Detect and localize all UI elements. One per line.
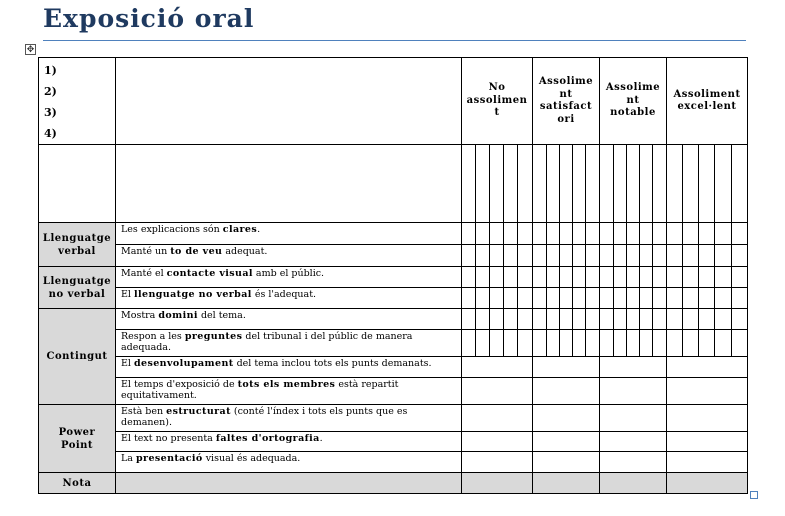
score-cell[interactable] — [627, 145, 640, 223]
score-cell[interactable] — [560, 245, 573, 267]
score-cell[interactable] — [518, 145, 533, 223]
criterion-row — [39, 288, 748, 309]
score-cell[interactable] — [732, 245, 748, 267]
score-cell[interactable] — [699, 223, 715, 245]
score-cell[interactable] — [683, 145, 699, 223]
score-cell[interactable] — [560, 145, 573, 223]
score-cell[interactable] — [699, 145, 715, 223]
score-cell[interactable] — [640, 267, 653, 288]
score-cell[interactable] — [476, 145, 490, 223]
score-cell[interactable] — [490, 288, 504, 309]
score-cell[interactable] — [504, 223, 518, 245]
score-cell[interactable] — [586, 145, 600, 223]
score-cell[interactable] — [600, 245, 614, 267]
score-cell[interactable] — [732, 288, 748, 309]
score-cell[interactable] — [490, 145, 504, 223]
score-cell[interactable] — [732, 330, 748, 357]
score-cell[interactable] — [614, 309, 627, 330]
level-cell[interactable] — [667, 378, 748, 405]
score-cell[interactable] — [732, 145, 748, 223]
criterion-text: El temps d'exposició de tots els membres està repartit equitativament. — [116, 378, 462, 405]
score-cell[interactable] — [600, 330, 614, 357]
score-cell[interactable] — [627, 267, 640, 288]
category-power-point: Power Point — [39, 405, 116, 473]
score-cell[interactable] — [614, 267, 627, 288]
category-contingut: Contingut — [39, 309, 116, 405]
score-cell[interactable] — [518, 245, 533, 267]
level-cell[interactable] — [533, 357, 600, 378]
score-cell[interactable] — [490, 223, 504, 245]
score-cell[interactable] — [518, 309, 533, 330]
table-move-handle-icon[interactable]: ✥ — [26, 45, 35, 55]
score-cell[interactable] — [683, 330, 699, 357]
level-cell[interactable] — [462, 357, 533, 378]
score-cell[interactable] — [504, 267, 518, 288]
level-cell[interactable] — [667, 357, 748, 378]
score-cell[interactable] — [586, 245, 600, 267]
score-cell[interactable] — [715, 267, 732, 288]
rubric-table — [38, 57, 748, 494]
criterion-row — [39, 452, 748, 473]
score-cell[interactable] — [547, 330, 560, 357]
score-cell[interactable] — [533, 288, 547, 309]
score-cell[interactable] — [653, 309, 667, 330]
score-cell[interactable] — [699, 330, 715, 357]
score-cell[interactable] — [627, 223, 640, 245]
score-cell[interactable] — [504, 330, 518, 357]
score-cell[interactable] — [560, 330, 573, 357]
score-cell[interactable] — [462, 267, 476, 288]
score-cell[interactable] — [462, 145, 476, 223]
score-cell[interactable] — [490, 330, 504, 357]
grade-level-cell[interactable] — [600, 473, 667, 494]
score-cell[interactable] — [640, 309, 653, 330]
score-cell[interactable] — [573, 330, 586, 357]
group-names-cell[interactable] — [116, 58, 462, 145]
score-cell[interactable] — [653, 288, 667, 309]
score-cell[interactable] — [653, 145, 667, 223]
score-cell[interactable] — [653, 330, 667, 357]
score-cell[interactable] — [573, 288, 586, 309]
score-cell[interactable] — [627, 330, 640, 357]
score-cell[interactable] — [518, 267, 533, 288]
score-cell[interactable] — [573, 145, 586, 223]
criterion-row — [39, 223, 748, 245]
score-cell[interactable] — [627, 288, 640, 309]
score-cell[interactable] — [490, 245, 504, 267]
criterion-text: Manté el contacte visual amb el públic. — [116, 267, 462, 288]
grade-level-cell[interactable] — [667, 473, 748, 494]
grade-level-cell[interactable] — [533, 473, 600, 494]
score-cell[interactable] — [586, 267, 600, 288]
criterion-text: El desenvolupament del tema inclou tots els punts demanats. — [116, 357, 462, 378]
score-cell[interactable] — [667, 145, 683, 223]
score-cell[interactable] — [533, 267, 547, 288]
score-cell[interactable] — [614, 245, 627, 267]
score-cell[interactable] — [533, 245, 547, 267]
score-cell[interactable] — [518, 330, 533, 357]
score-cell[interactable] — [640, 245, 653, 267]
criterion-text: Respon a les preguntes del tribunal i del públic de manera adequada. — [116, 330, 462, 357]
score-cell[interactable] — [547, 223, 560, 245]
score-cell[interactable] — [667, 309, 683, 330]
score-cell[interactable] — [715, 309, 732, 330]
score-cell[interactable] — [683, 288, 699, 309]
score-cell[interactable] — [476, 330, 490, 357]
criterion-row — [39, 309, 748, 330]
score-cell[interactable] — [560, 223, 573, 245]
score-cell[interactable] — [476, 223, 490, 245]
criterion-text: El text no presenta faltes d'ortografia. — [116, 432, 462, 452]
score-cell[interactable] — [683, 309, 699, 330]
score-cell[interactable] — [715, 288, 732, 309]
score-cell[interactable] — [504, 245, 518, 267]
level-cell[interactable] — [600, 405, 667, 432]
level-header-notable: Assolime nt notable — [600, 58, 667, 145]
level-cell[interactable] — [667, 432, 748, 452]
group-number: 3) — [44, 106, 57, 119]
score-cell[interactable] — [586, 288, 600, 309]
criterion-row — [39, 267, 748, 288]
group-numbers-cell — [39, 58, 116, 145]
score-cell[interactable] — [732, 223, 748, 245]
level-cell[interactable] — [600, 432, 667, 452]
score-cell[interactable] — [614, 223, 627, 245]
group-number: 1) — [44, 64, 57, 77]
score-cell[interactable] — [732, 309, 748, 330]
criterion-row — [39, 245, 748, 267]
score-cell[interactable] — [462, 309, 476, 330]
level-cell[interactable] — [600, 357, 667, 378]
score-cell[interactable] — [533, 145, 547, 223]
grade-level-cell[interactable] — [462, 473, 533, 494]
score-cell[interactable] — [640, 288, 653, 309]
level-cell[interactable] — [533, 405, 600, 432]
criterion-text: El llenguatge no verbal és l'adequat. — [116, 288, 462, 309]
score-cell[interactable] — [518, 288, 533, 309]
page-title: Exposició oral — [43, 4, 255, 33]
score-cell[interactable] — [667, 223, 683, 245]
grade-label: Nota — [39, 473, 116, 494]
level-cell[interactable] — [533, 452, 600, 473]
group-number: 4) — [44, 127, 57, 140]
score-cell[interactable] — [667, 245, 683, 267]
score-cell[interactable] — [699, 309, 715, 330]
criterion-text: Les explicacions són clares. — [116, 223, 462, 245]
score-cell[interactable] — [462, 288, 476, 309]
score-cell[interactable] — [547, 288, 560, 309]
level-header-satisfactori: Assolime nt satisfact ori — [533, 58, 600, 145]
score-cell[interactable] — [699, 288, 715, 309]
score-cell[interactable] — [504, 145, 518, 223]
score-cell[interactable] — [667, 267, 683, 288]
grade-row — [39, 473, 748, 494]
score-cell[interactable] — [547, 145, 560, 223]
level-cell[interactable] — [533, 378, 600, 405]
score-cell[interactable] — [533, 223, 547, 245]
score-cell[interactable] — [640, 145, 653, 223]
score-cell[interactable] — [653, 245, 667, 267]
score-cell[interactable] — [560, 288, 573, 309]
score-cell[interactable] — [462, 223, 476, 245]
level-cell[interactable] — [462, 378, 533, 405]
table-resize-handle[interactable] — [750, 491, 758, 499]
score-cell[interactable] — [573, 245, 586, 267]
score-cell[interactable] — [715, 223, 732, 245]
level-cell[interactable] — [667, 452, 748, 473]
grade-value-cell[interactable] — [116, 473, 462, 494]
criterion-text: Està ben estructurat (conté l'índex i tots els punts que es demanen). — [116, 405, 462, 432]
score-cell[interactable] — [600, 288, 614, 309]
score-cell[interactable] — [667, 288, 683, 309]
score-cell[interactable] — [504, 288, 518, 309]
score-cell[interactable] — [653, 223, 667, 245]
score-cell[interactable] — [573, 223, 586, 245]
score-cell[interactable] — [667, 330, 683, 357]
score-cell[interactable] — [504, 309, 518, 330]
score-cell[interactable] — [683, 267, 699, 288]
criterion-row — [39, 432, 748, 452]
score-cell[interactable] — [600, 267, 614, 288]
score-cell[interactable] — [547, 309, 560, 330]
score-cell[interactable] — [573, 267, 586, 288]
criterion-row — [39, 357, 748, 378]
score-cell[interactable] — [732, 267, 748, 288]
score-cell[interactable] — [715, 145, 732, 223]
score-cell[interactable] — [640, 330, 653, 357]
criterion-text: La presentació visual és adequada. — [116, 452, 462, 473]
title-underline — [43, 40, 746, 41]
level-header-excellent: Assoliment excel·lent — [667, 58, 748, 145]
level-cell[interactable] — [462, 405, 533, 432]
score-cell[interactable] — [715, 330, 732, 357]
score-cell[interactable] — [547, 245, 560, 267]
score-cell[interactable] — [614, 330, 627, 357]
score-cell[interactable] — [490, 309, 504, 330]
criterion-text: Mostra domini del tema. — [116, 309, 462, 330]
level-cell[interactable] — [462, 452, 533, 473]
criterion-text: Manté un to de veu adequat. — [116, 245, 462, 267]
score-cell[interactable] — [699, 267, 715, 288]
member-marks-row — [39, 145, 748, 223]
score-cell[interactable] — [586, 330, 600, 357]
score-cell[interactable] — [640, 223, 653, 245]
score-cell[interactable] — [476, 288, 490, 309]
score-cell[interactable] — [683, 245, 699, 267]
level-header-no-assoliment: No assolimen t — [462, 58, 533, 145]
criterion-row — [39, 330, 748, 357]
score-cell[interactable] — [533, 330, 547, 357]
score-cell[interactable] — [573, 309, 586, 330]
score-cell[interactable] — [476, 245, 490, 267]
score-cell[interactable] — [547, 267, 560, 288]
level-cell[interactable] — [462, 432, 533, 452]
category-llenguatge-no-verbal: Llenguatge no verbal — [39, 267, 116, 309]
score-cell[interactable] — [715, 245, 732, 267]
score-cell[interactable] — [462, 245, 476, 267]
score-cell[interactable] — [614, 288, 627, 309]
score-cell[interactable] — [600, 223, 614, 245]
score-cell[interactable] — [476, 309, 490, 330]
criterion-row — [39, 405, 748, 432]
category-llenguatge-verbal: Llenguatge verbal — [39, 223, 116, 267]
score-cell[interactable] — [560, 309, 573, 330]
score-cell[interactable] — [653, 267, 667, 288]
score-cell[interactable] — [614, 145, 627, 223]
level-cell[interactable] — [600, 378, 667, 405]
score-cell[interactable] — [533, 309, 547, 330]
level-cell[interactable] — [600, 452, 667, 473]
score-cell[interactable] — [586, 309, 600, 330]
score-cell[interactable] — [600, 145, 614, 223]
level-cell[interactable] — [667, 405, 748, 432]
score-cell[interactable] — [518, 223, 533, 245]
score-cell[interactable] — [699, 245, 715, 267]
score-cell[interactable] — [490, 267, 504, 288]
score-cell[interactable] — [462, 330, 476, 357]
score-cell[interactable] — [627, 245, 640, 267]
score-cell[interactable] — [476, 267, 490, 288]
score-cell[interactable] — [560, 267, 573, 288]
score-cell[interactable] — [683, 223, 699, 245]
group-number: 2) — [44, 85, 57, 98]
level-cell[interactable] — [533, 432, 600, 452]
criterion-row — [39, 378, 748, 405]
score-cell[interactable] — [600, 309, 614, 330]
score-cell[interactable] — [627, 309, 640, 330]
score-cell[interactable] — [586, 223, 600, 245]
